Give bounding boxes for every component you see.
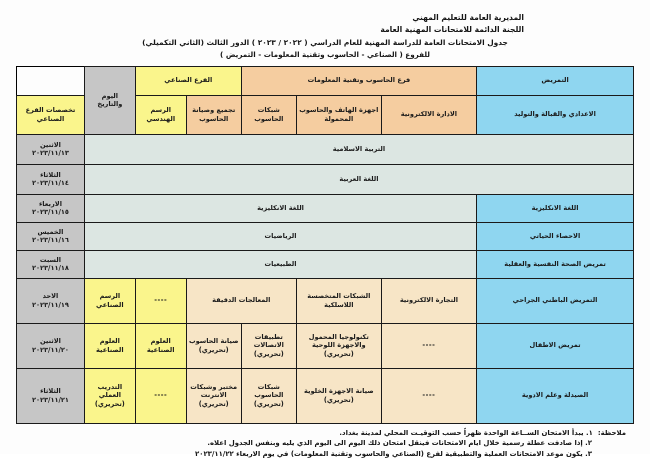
table-row (17, 368, 634, 423)
row-nursing-subject: التمريض الباطني الجراحي (477, 278, 634, 323)
row-day-date (17, 323, 85, 368)
header-spec-engineering-drawing: الرسم الهندسي (135, 95, 186, 134)
row-nursing-subject: تمريض الاطفال (477, 323, 634, 368)
header-spec-nursing: الاعدادي والقبالة والتوليد (477, 95, 634, 134)
exam-schedule-table (16, 66, 634, 424)
row-networks-subject: تطبيقات الاتصالات (تحريري) (241, 323, 296, 368)
row-subject-all: التربية الاسلامية (84, 134, 633, 164)
row-day-date (17, 368, 85, 423)
header-branch-computer: فرع الحاسوب وتقنية المعلومات (241, 66, 476, 95)
document-subtitle: للفروع ( الصناعي - الحاسوب وتقنية المعلومات - التمريض ) (220, 50, 430, 60)
row-day-date (17, 134, 85, 164)
row-nursing-subject: تمريض الصحة النفسية والعقلية (477, 250, 634, 278)
row-devices-subject: صيانة الاجهزة الخلوية (تحريري) (296, 368, 381, 423)
schedule-table-wrapper (16, 66, 634, 424)
row-nursing-subject: اللغة الانكليزية (477, 194, 634, 222)
header-spec-industrial: تخصصات الفرع الصناعي (17, 95, 85, 134)
header-spec-networks: شبكات الحاسوب (241, 95, 296, 134)
row-day-date (17, 164, 85, 194)
row-date: ٢٠٢٣/١١/١٣ (31, 149, 69, 158)
table-row (17, 222, 634, 250)
notes-label: ملاحظة: (597, 428, 626, 437)
table-row (17, 278, 634, 323)
note-row-1 (18, 428, 632, 439)
header-group-row (17, 66, 634, 95)
row-devices-subject: تكنولوجيا المحمول والاجهزة اللوحية (تحريري) (296, 323, 381, 368)
table-row (17, 194, 634, 222)
row-subject-shared: الطبيعيات (84, 250, 476, 278)
header-spec-electronic-admin: الادارة الالكترونية (381, 95, 476, 134)
header-day-date (84, 66, 135, 134)
table-row (17, 164, 634, 194)
header-day-label: اليوم (101, 91, 119, 100)
row-networks-assembly-subject: المعالجات الدقيقة (186, 278, 296, 323)
row-day: السبت (39, 255, 62, 264)
row-day-date (17, 222, 85, 250)
row-subject-shared: الرياضيات (84, 222, 476, 250)
notes-section (18, 428, 632, 460)
header-spec-devices: اجهزة الهاتف والحاسوب المحمولة (296, 95, 381, 134)
org-line-1: المديرية العامة للتعليم المهني (412, 13, 524, 22)
row-electronic-admin-subject: ---- (381, 323, 476, 368)
row-day-date (17, 194, 85, 222)
row-date: ٢٠٢٣/١١/١٦ (31, 236, 69, 245)
document-title: جدول الامتحانات العامة للدراسة المهنية للعام الدراسي ( ٢٠٢٢ / ٢٠٢٣ ) الدور الثالث (الثاني التكميلي) (142, 37, 508, 47)
row-day: الاثنين (39, 140, 61, 149)
row-date: ٢٠٢٣/١١/١٥ (31, 208, 69, 217)
row-networks-subject: شبكات الحاسوب (تحريري) (241, 368, 296, 423)
row-subject-all: اللغة العربية (84, 164, 633, 194)
note-item-3: ٣. يكون موعد الامتحانات العملية والتطبيقية لفرع (الصناعي والحاسوب وتقنية المعلومات) في يوم الاربعاء ٢٠٢٣/١١/٢٢ (195, 450, 592, 459)
row-industrial-subject: العلوم الصناعية (84, 323, 135, 368)
row-engineering-drawing-subject: العلوم الصناعية (135, 323, 186, 368)
row-date: ٢٠٢٣/١١/٢١ (31, 395, 69, 404)
table-row (17, 323, 634, 368)
row-day-date (17, 250, 85, 278)
organization-lines (18, 12, 632, 36)
note-row-2 (18, 438, 632, 449)
row-engineering-drawing-subject: ---- (135, 368, 186, 423)
row-electronic-admin-subject: ---- (381, 368, 476, 423)
row-devices-subject: الشبكات المتخصسة اللاسلكية (296, 278, 381, 323)
row-assembly-subject: مختبر وشبكات الانترنت (تحريري) (186, 368, 241, 423)
row-nursing-subject: الصيدلة وعلم الادوية (477, 368, 634, 423)
row-day: الثلاثاء (40, 170, 61, 179)
document-header (0, 0, 650, 61)
table-row (17, 134, 634, 164)
note-item-1: ١. يبدأ الامتحان الســاعة الواحدة ظهراً حسب التوقيـت المحلي لمدينة بغداد. (339, 428, 593, 437)
row-day: الثلاثاء (40, 387, 61, 396)
header-spec-assembly: تجميع وصيانة الحاسوب (186, 95, 241, 134)
row-day: الاثنين (39, 337, 61, 346)
row-nursing-subject: الاحصاء الحياتي (477, 222, 634, 250)
row-day: الاحد (42, 292, 59, 301)
header-date-label: والتاريخ (97, 100, 123, 109)
row-electronic-admin-subject: التجارة الالكترونية (381, 278, 476, 323)
header-branch-nursing: التمريض (477, 66, 634, 95)
row-date: ٢٠٢٣/١١/١٩ (31, 300, 69, 309)
note-row-3 (18, 449, 632, 460)
row-industrial-subject: التدريب العملي (تحريري) (84, 368, 135, 423)
row-subject-shared: اللغة الانكليزية (84, 194, 476, 222)
row-assembly-subject: صيانة الحاسوب (تحريري) (186, 323, 241, 368)
row-date: ٢٠٢٣/١١/١٨ (31, 264, 69, 273)
row-day: الاربعاء (38, 199, 62, 208)
table-row (17, 250, 634, 278)
row-date: ٢٠٢٣/١١/١٤ (31, 179, 69, 188)
row-industrial-subject: الرسم الصناعي (84, 278, 135, 323)
row-day: الخميس (37, 227, 64, 236)
org-line-2: اللجنة الدائمة للامتحانات المهنية العامة (380, 24, 524, 34)
note-item-2: ٢. إذا صادفت عطلة رسمية خلال ايام الامتحانات فينقل امتحان ذلك اليوم الى اليوم الذي يليه وبنفس الجدول اعلاه. (207, 439, 592, 448)
row-day-date (17, 278, 85, 323)
row-date: ٢٠٢٣/١١/٢٠ (31, 345, 69, 354)
row-engineering-drawing-subject: ---- (135, 278, 186, 323)
header-branch-industrial: الفرع الصناعي (135, 66, 241, 95)
